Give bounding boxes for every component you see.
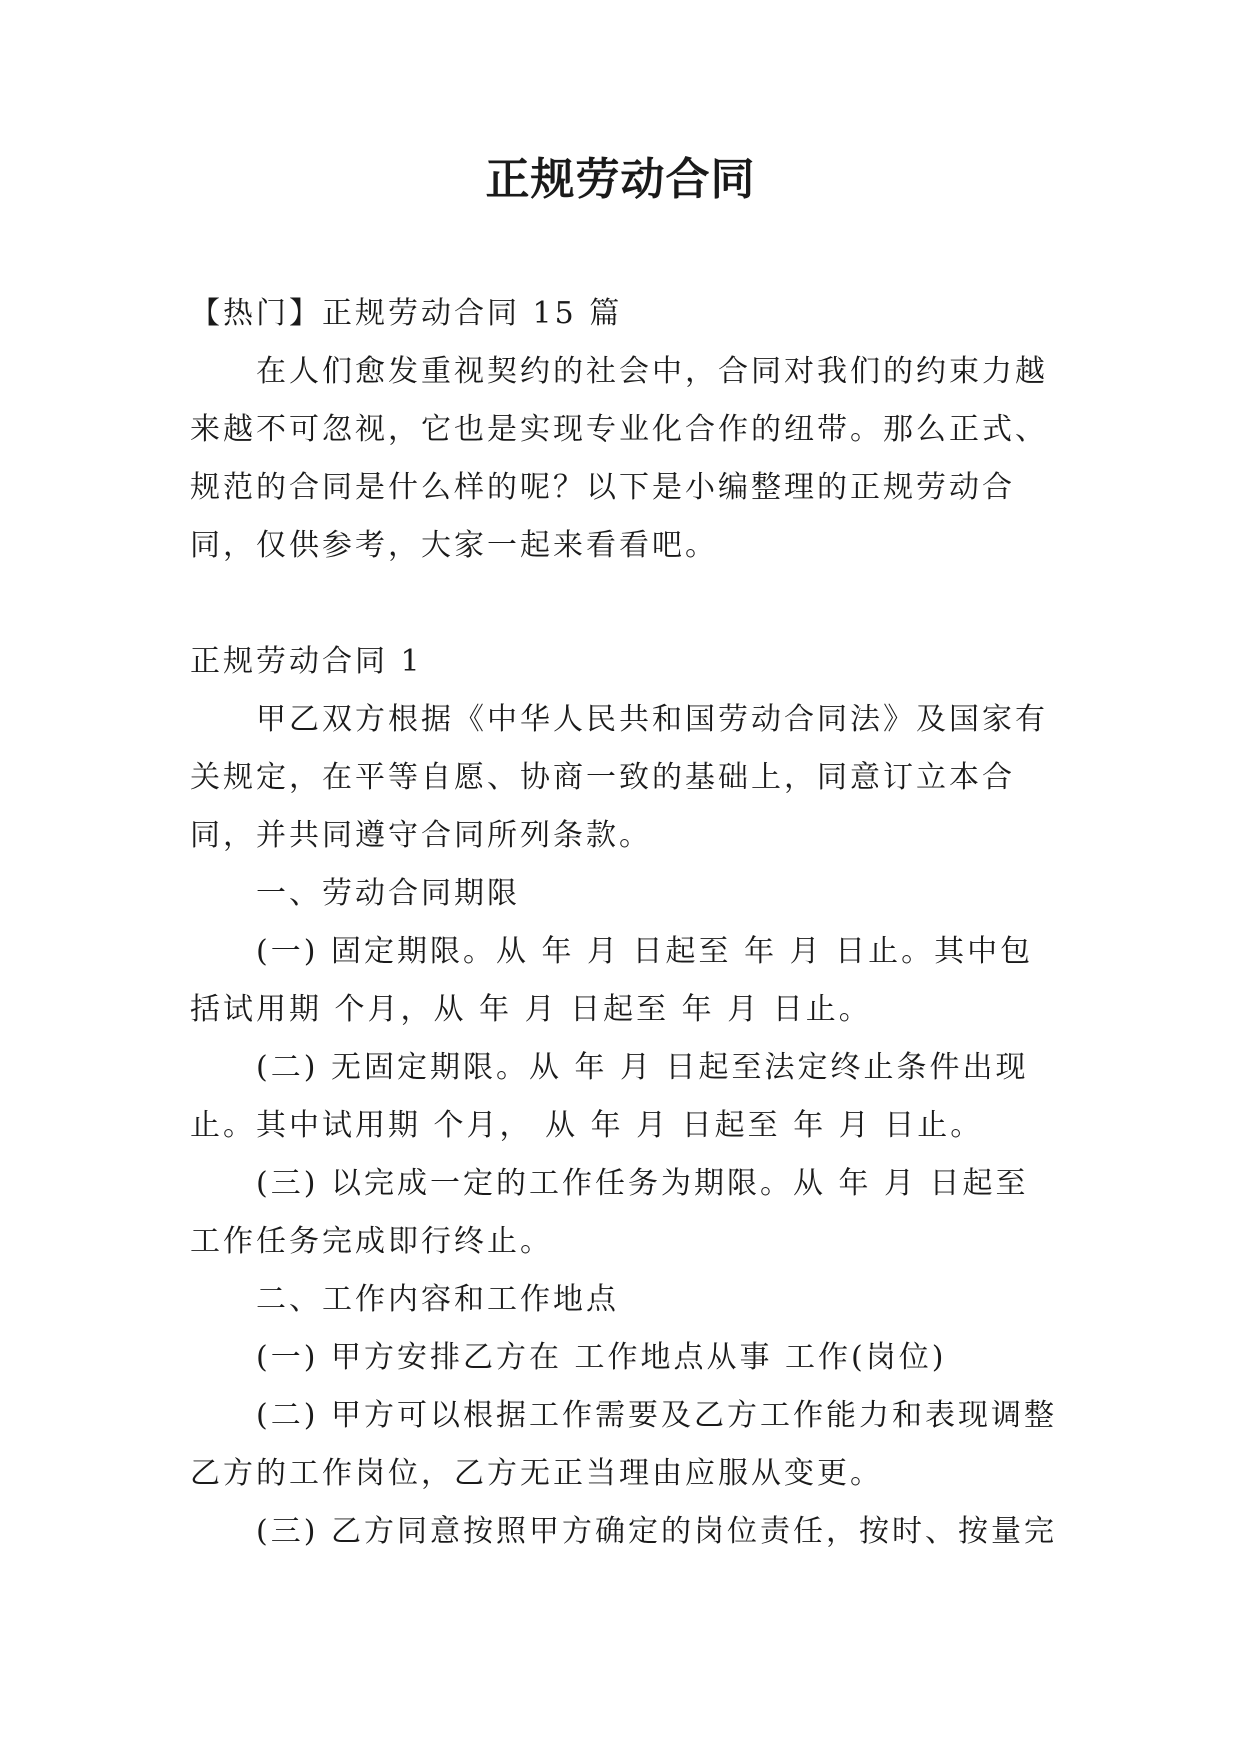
section-heading: 正规劳动合同 1 [190,644,423,679]
contract-clause-heading: 二、工作内容和工作地点 [256,1282,619,1317]
contract-paragraph: (三) 以完成一定的工作任务为期限。从 年 月 日起至工作任务完成即行终止。 [190,1166,1029,1259]
subtitle: 【热门】正规劳动合同 15 篇 [190,296,623,331]
intro-paragraph: 在人们愈发重视契约的社会中，合同对我们的约束力越来越不可忽视，它也是实现专业化合作的纽带。那么正式、规范的合同是什么样的呢？以下是小编整理的正规劳动合同，仅供参考，大家一起来看看吧。 [190,354,1048,563]
paragraph-gap [190,575,1060,633]
contract-paragraph: (三) 乙方同意按照甲方确定的岗位责任，按时、按量完 [256,1514,1057,1549]
contract-paragraph: (一) 固定期限。从 年 月 日起至 年 月 日止。其中包括试用期 个月，从 年 月 日起至 年 月 日止。 [190,934,1034,1027]
contract-clause-heading: 一、劳动合同期限 [256,876,520,911]
contract-paragraph: (二) 无固定期限。从 年 月 日起至法定终止条件出现止。其中试用期 个月， 从 年 月 日起至 年 月 日止。 [190,1050,1029,1143]
contract-paragraph: (二) 甲方可以根据工作需要及乙方工作能力和表现调整乙方的工作岗位，乙方无正当理由应服从变更。 [190,1398,1057,1491]
contract-paragraph: (一) 甲方安排乙方在 工作地点从事 工作(岗位) [256,1340,947,1375]
document-title: 正规劳动合同 [485,154,756,205]
contract-paragraph: 甲乙双方根据《中华人民共和国劳动合同法》及国家有关规定，在平等自愿、协商一致的基础上，同意订立本合同，并共同遵守合同所列条款。 [190,702,1048,853]
document-body [190,285,1060,1561]
